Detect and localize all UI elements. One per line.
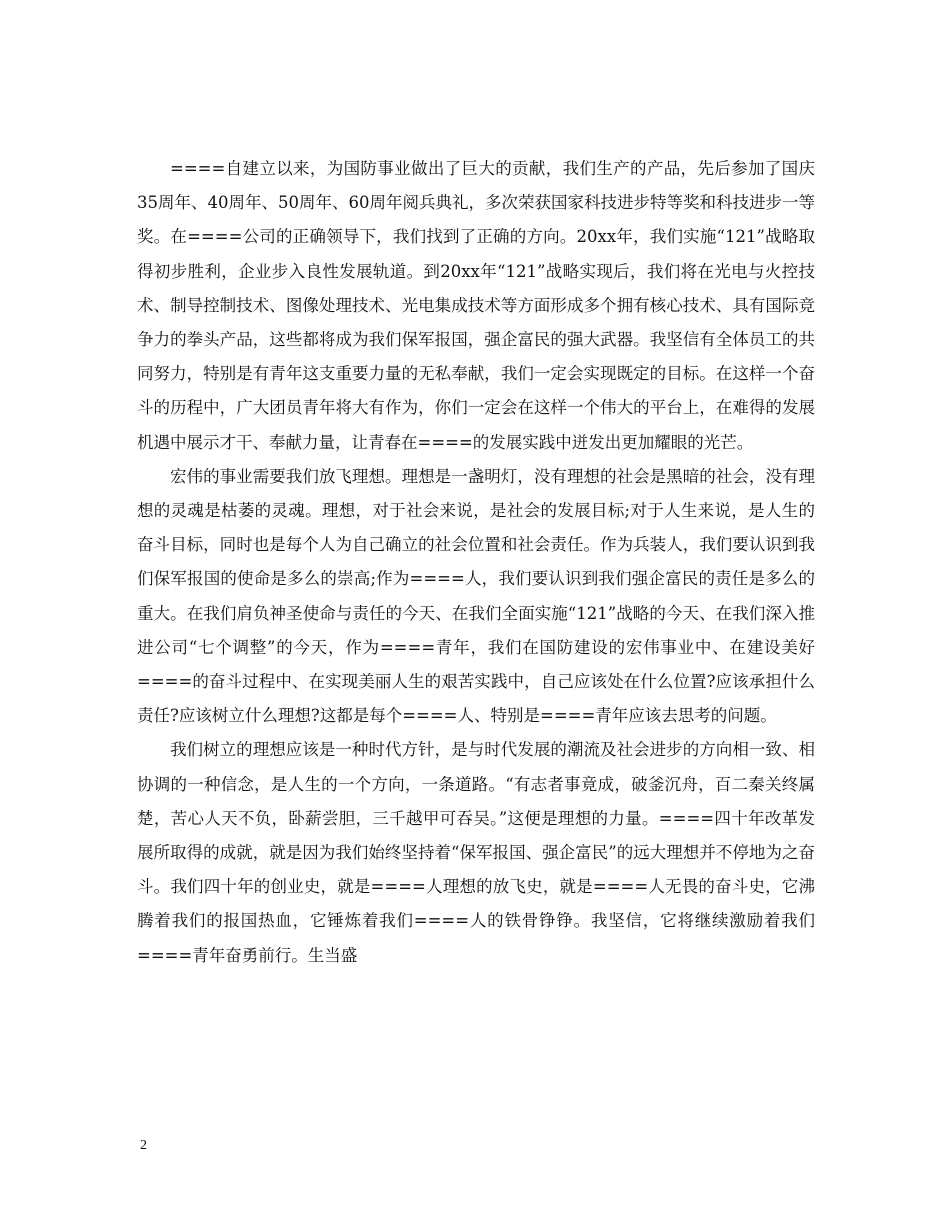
paragraph-2: 宏伟的事业需要我们放飞理想。理想是一盏明灯，没有理想的社会是黑暗的社会，没有理想的灵魂是枯萎的灵魂。理想，对于社会来说，是社会的发展目标;对于人生来说，是人生的奋斗目标，同时也是每个人为自己确立的社会位置和社会责任。作为兵装人，我们要认识到我们保军报国的使命是多么的崇高;作为====人，我们要认识到我们强企富民的责任是多么的重大。在我们肩负神圣使命与责任的今天、在我们全面实施“121”战略的今天、在我们深入推进公司“七个调整”的今天，作为====青年，我们在国防建设的宏伟事业中、在建设美好====的奋斗过程中、在实现美丽人生的艰苦实践中，自己应该处在什么位置?应该承担什么责任?应该树立什么理想?这都是每个====人、特别是====青年应该去思考的问题。 bbox=[137, 466, 815, 726]
paragraph-1: ====自建立以来，为国防事业做出了巨大的贡献，我们生产的产品，先后参加了国庆35周年、40周年、50周年、60周年阅兵典礼，多次荣获国家科技进步特等奖和科技进步一等奖。在====公司的正确领导下，我们找到了正确的方向。20xx年，我们实施“121”战略取得初步胜利，企业步入良性发展轨道。到20xx年“121”战略实现后，我们将在光电与火控技术、制导控制技术、图像处理技术、光电集成技术等方面形成多个拥有核心技术、具有国际竞争力的拳头产品，这些都将成为我们保军报国，强企富民的强大武器。我坚信有全体员工的共同努力，特别是有青年这支重要力量的无私奉献，我们一定会实现既定的目标。在这样一个奋斗的历程中，广大团员青年将大有作为，你们一定会在这样一个伟大的平台上，在难得的发展机遇中展示才干、奉献力量，让青春在====的发展实践中迸发出更加耀眼的光芒。 bbox=[137, 159, 815, 452]
page-number: 2 bbox=[140, 1138, 147, 1153]
document-body bbox=[137, 152, 815, 973]
paragraph-3: 我们树立的理想应该是一种时代方针，是与时代发展的潮流及社会进步的方向相一致、相协调的一种信念，是人生的一个方向，一条道路。“有志者事竟成，破釜沉舟，百二秦关终属楚，苦心人天不负，卧薪尝胆，三千越甲可吞吴。”这便是理想的力量。====四十年改革发展所取得的成就，就是因为我们始终坚持着“保军报国、强企富民”的远大理想并不停地为之奋斗。我们四十年的创业史，就是====人理想的放飞史，就是====人无畏的奋斗史，它沸腾着我们的报国热血，它锤炼着我们====人的铁骨铮铮。我坚信，它将继续激励着我们====青年奋勇前行。生当盛 bbox=[137, 740, 815, 965]
